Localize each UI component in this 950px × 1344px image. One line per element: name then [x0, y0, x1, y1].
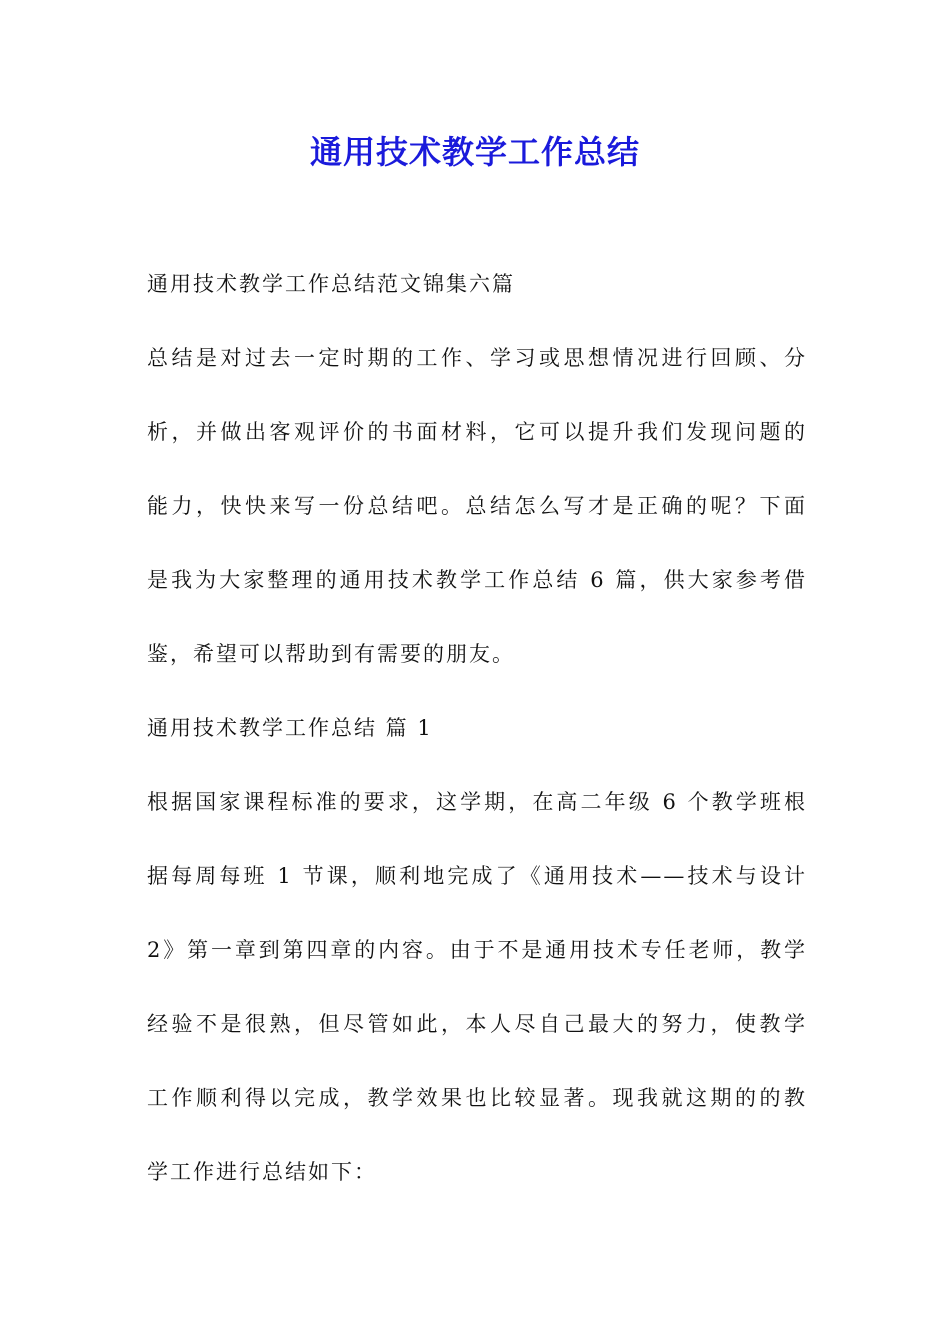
page-title: 通用技术教学工作总结 — [309, 133, 640, 171]
paragraph-line: 是我为大家整理的通用技术教学工作总结 6 篇，供大家参考借 — [147, 568, 807, 592]
paragraph-line: 析，并做出客观评价的书面材料，它可以提升我们发现问题的 — [147, 420, 807, 444]
paragraph-line: 能力，快快来写一份总结吧。总结怎么写才是正确的呢？下面 — [147, 494, 807, 518]
paragraph-line: 经验不是很熟，但尽管如此，本人尽自己最大的努力，使教学 — [147, 1012, 807, 1036]
paragraph-line: 通用技术教学工作总结范文锦集六篇 — [147, 272, 515, 296]
paragraph-line: 工作顺利得以完成，教学效果也比较显著。现我就这期的的教 — [147, 1086, 807, 1110]
paragraph-line: 通用技术教学工作总结 篇 1 — [147, 716, 433, 740]
paragraph-line: 鉴，希望可以帮助到有需要的朋友。 — [147, 642, 515, 666]
paragraph-line: 总结是对过去一定时期的工作、学习或思想情况进行回顾、分 — [147, 346, 807, 370]
paragraph-line: 2》第一章到第四章的内容。由于不是通用技术专任老师，教学 — [147, 938, 807, 962]
paragraph-line: 据每周每班 1 节课，顺利地完成了《通用技术——技术与设计 — [147, 864, 807, 888]
paragraph-line: 根据国家课程标准的要求，这学期，在高二年级 6 个教学班根 — [147, 790, 807, 814]
document-body — [147, 262, 807, 1224]
paragraph-line: 学工作进行总结如下： — [147, 1160, 377, 1184]
